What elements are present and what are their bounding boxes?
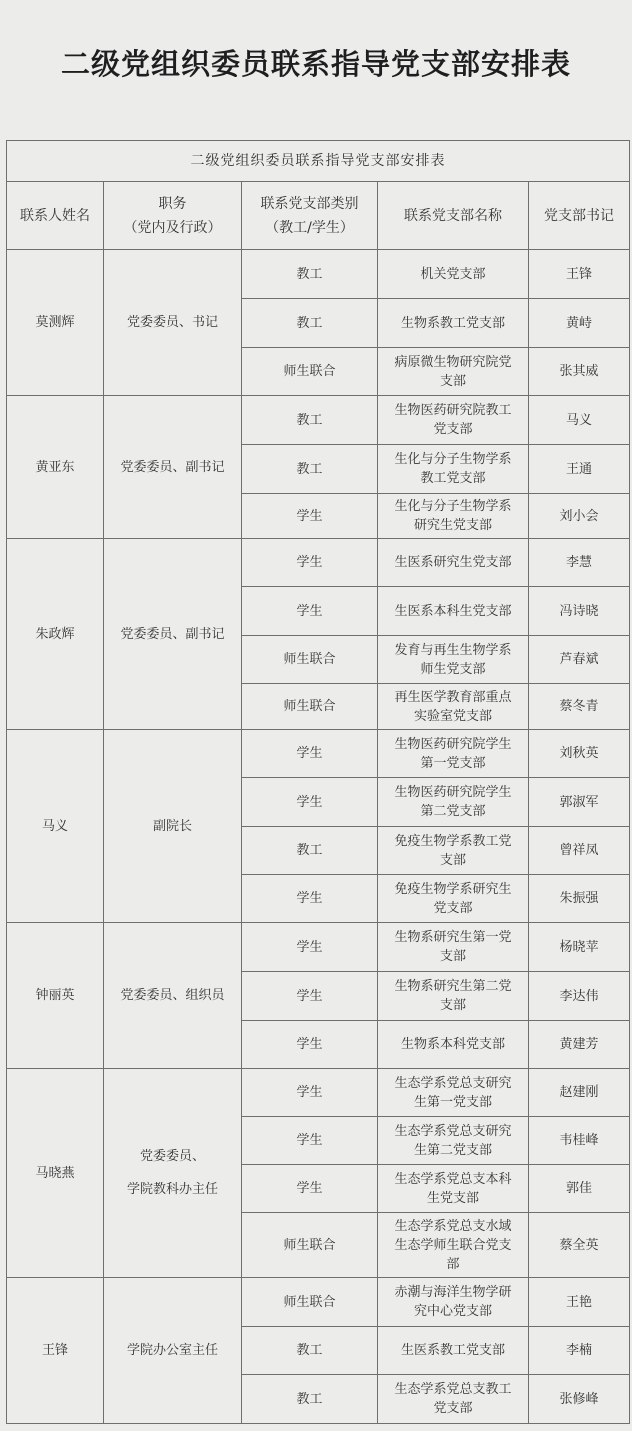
table-row [7,250,630,299]
header-category [242,182,378,250]
category-cell: 师生联合 [242,1213,378,1278]
category-cell: 教工 [242,1375,378,1424]
branch-name-cell [378,250,529,299]
category-cell: 学生 [242,875,378,923]
branch-name-line: 生物医药研究院学生 [394,736,512,752]
branch-name-cell [378,396,529,445]
contact-name-cell: 王锋 [7,1278,104,1424]
branch-name-line: 第一党支部 [420,755,486,771]
header-branch: 联系党支部名称 [378,182,529,250]
branch-name-line: 教工党支部 [420,471,486,486]
contact-name-cell: 莫测辉 [7,250,104,396]
branch-name-cell [378,1165,529,1213]
secretary-cell: 王通 [529,445,630,494]
branch-name-line: 支部 [439,852,466,868]
branch-name-line: 发育与再生生物学系 [394,642,512,658]
branch-name-line: 生物医药研究院教工 [394,403,512,418]
secretary-cell: 李慧 [529,539,630,587]
position-cell [104,1278,242,1424]
category-cell: 师生联合 [242,348,378,396]
secretary-cell: 张其威 [529,348,630,396]
position-line: 党委委员、书记 [126,315,218,330]
branch-name-cell [378,299,529,348]
secretary-cell: 韦桂峰 [529,1117,630,1165]
category-cell: 教工 [242,299,378,348]
branch-name-cell [378,445,529,494]
branch-name-line: 生态学师生联合党支 [394,1237,512,1253]
branch-name-cell [378,1069,529,1117]
secretary-cell: 黄峙 [529,299,630,348]
position-cell [104,539,242,730]
branch-name-line: 赤潮与海洋生物学研 [394,1285,512,1300]
contact-name-cell: 黄亚东 [7,396,104,539]
position-line: 副院长 [152,818,192,834]
arrangement-table [6,140,630,1424]
branch-name-line: 再生医学教育部重点 [394,689,512,705]
category-cell: 学生 [242,730,378,778]
header-position [104,182,242,250]
table-row [7,923,630,972]
branch-name-cell [378,1213,529,1278]
branch-name-line: 究中心党支部 [413,1304,492,1319]
secretary-cell: 杨晓苹 [529,923,630,972]
secretary-cell: 冯诗晓 [529,587,630,636]
secretary-cell: 蔡冬青 [529,684,630,730]
category-cell: 学生 [242,972,378,1021]
category-cell: 学生 [242,1069,378,1117]
branch-name-line: 师生党支部 [420,661,486,677]
contact-name-cell: 马晓燕 [7,1069,104,1278]
branch-name-cell [378,636,529,684]
contact-name-cell: 朱政辉 [7,539,104,730]
category-cell: 师生联合 [242,1278,378,1327]
branch-name-line: 生态学系党总支研究 [394,1075,512,1091]
category-cell: 学生 [242,1021,378,1069]
branch-name-line: 生态学系党总支研究 [394,1123,512,1139]
category-cell: 教工 [242,1327,378,1375]
branch-name-line: 实验室党支部 [413,708,492,724]
header-position-line2: （党内及行政） [123,219,222,236]
contact-name-cell: 钟丽英 [7,923,104,1069]
branch-name-cell [378,730,529,778]
header-name: 联系人姓名 [7,182,104,250]
branch-name-line: 生态学系党总支水域 [394,1218,512,1234]
branch-name-cell [378,1375,529,1424]
branch-name-line: 第二党支部 [420,804,486,819]
category-cell: 教工 [242,827,378,875]
branch-name-cell [378,778,529,827]
branch-name-line: 生物系研究生第一党 [394,930,512,945]
category-cell: 师生联合 [242,636,378,684]
branch-name-cell [378,1021,529,1069]
secretary-cell: 王艳 [529,1278,630,1327]
branch-name-cell [378,827,529,875]
branch-name-line: 生物系研究生第二党 [394,979,512,994]
branch-name-cell [378,494,529,539]
position-line: 党委委员、 [139,1149,205,1164]
branch-name-line: 研究生党支部 [413,518,492,533]
position-cell [104,923,242,1069]
branch-name-line: 支部 [439,949,466,964]
table-caption: 二级党组织委员联系指导党支部安排表 [7,141,630,182]
secretary-cell: 朱振强 [529,875,630,923]
branch-name-line: 生医系教工党支部 [400,1343,505,1358]
branch-name-line: 生物医药研究院学生 [394,785,512,800]
header-category-line1: 联系党支部类别 [260,195,359,212]
category-cell: 学生 [242,778,378,827]
branch-name-line: 生化与分子生物学系 [394,452,512,467]
branch-name-line: 生第二党支部 [413,1142,492,1158]
secretary-cell: 刘秋英 [529,730,630,778]
category-cell: 教工 [242,445,378,494]
position-line: 党委委员、组织员 [120,988,225,1003]
branch-name-line: 生物系教工党支部 [400,315,505,331]
branch-name-cell [378,1327,529,1375]
branch-name-line: 病原微生物研究院党 [394,354,512,370]
position-line: 学院办公室主任 [126,1343,218,1358]
table-row [7,730,630,778]
branch-name-line: 生化与分子生物学系 [394,499,512,514]
branch-name-line: 生党支部 [426,1190,479,1206]
category-cell: 教工 [242,396,378,445]
header-row [7,182,630,250]
branch-name-line: 机关党支部 [420,266,486,282]
table-row [7,539,630,587]
branch-name-line: 党支部 [433,900,473,916]
branch-name-line: 生医系研究生党支部 [394,555,512,570]
secretary-cell: 刘小会 [529,494,630,539]
branch-name-line: 部 [446,1256,460,1272]
category-cell: 学生 [242,1165,378,1213]
branch-name-line: 党支部 [433,1401,473,1416]
position-line: 学院教科办主任 [126,1182,218,1197]
header-category-line2: （教工/学生） [265,219,354,236]
branch-name-line: 生物系本科党支部 [400,1037,505,1052]
secretary-cell: 赵建刚 [529,1069,630,1117]
branch-name-cell [378,587,529,636]
category-cell: 学生 [242,1117,378,1165]
header-secretary: 党支部书记 [529,182,630,250]
branch-name-cell [378,972,529,1021]
branch-name-line: 免疫生物学系研究生 [394,881,512,897]
category-cell: 师生联合 [242,684,378,730]
branch-name-cell [378,539,529,587]
category-cell: 学生 [242,494,378,539]
position-line: 党委委员、副书记 [120,626,225,642]
table-row [7,1278,630,1327]
secretary-cell: 蔡全英 [529,1213,630,1278]
table-row [7,396,630,445]
branch-name-cell [378,1278,529,1327]
category-cell: 学生 [242,923,378,972]
caption-row [7,141,630,182]
page-title: 二级党组织委员联系指导党支部安排表 [60,47,571,81]
secretary-cell: 黄建芳 [529,1021,630,1069]
secretary-cell: 郭佳 [529,1165,630,1213]
branch-name-line: 免疫生物学系教工党 [394,833,512,849]
position-cell [104,1069,242,1278]
secretary-cell: 芦春斌 [529,636,630,684]
position-cell [104,250,242,396]
branch-name-line: 支部 [439,373,466,389]
branch-name-line: 支部 [439,998,466,1013]
secretary-cell: 曾祥凤 [529,827,630,875]
secretary-cell: 马义 [529,396,630,445]
branch-name-cell [378,923,529,972]
branch-name-cell [378,875,529,923]
secretary-cell: 王锋 [529,250,630,299]
position-cell [104,730,242,923]
secretary-cell: 李达伟 [529,972,630,1021]
header-position-line1: 职务 [158,195,187,212]
secretary-cell: 李楠 [529,1327,630,1375]
branch-name-line: 生态学系党总支教工 [394,1382,512,1397]
table-row [7,1069,630,1117]
category-cell: 学生 [242,539,378,587]
category-cell: 教工 [242,250,378,299]
branch-name-cell [378,348,529,396]
position-line: 党委委员、副书记 [120,459,225,475]
contact-name-cell: 马义 [7,730,104,923]
secretary-cell: 郭淑军 [529,778,630,827]
branch-name-cell [378,684,529,730]
secretary-cell: 张修峰 [529,1375,630,1424]
branch-name-line: 生态学系党总支本科 [394,1171,512,1187]
branch-name-line: 党支部 [433,422,473,437]
position-cell [104,396,242,539]
branch-name-line: 生医系本科生党支部 [394,603,512,619]
branch-name-line: 生第一党支部 [413,1094,492,1110]
category-cell: 学生 [242,587,378,636]
branch-name-cell [378,1117,529,1165]
